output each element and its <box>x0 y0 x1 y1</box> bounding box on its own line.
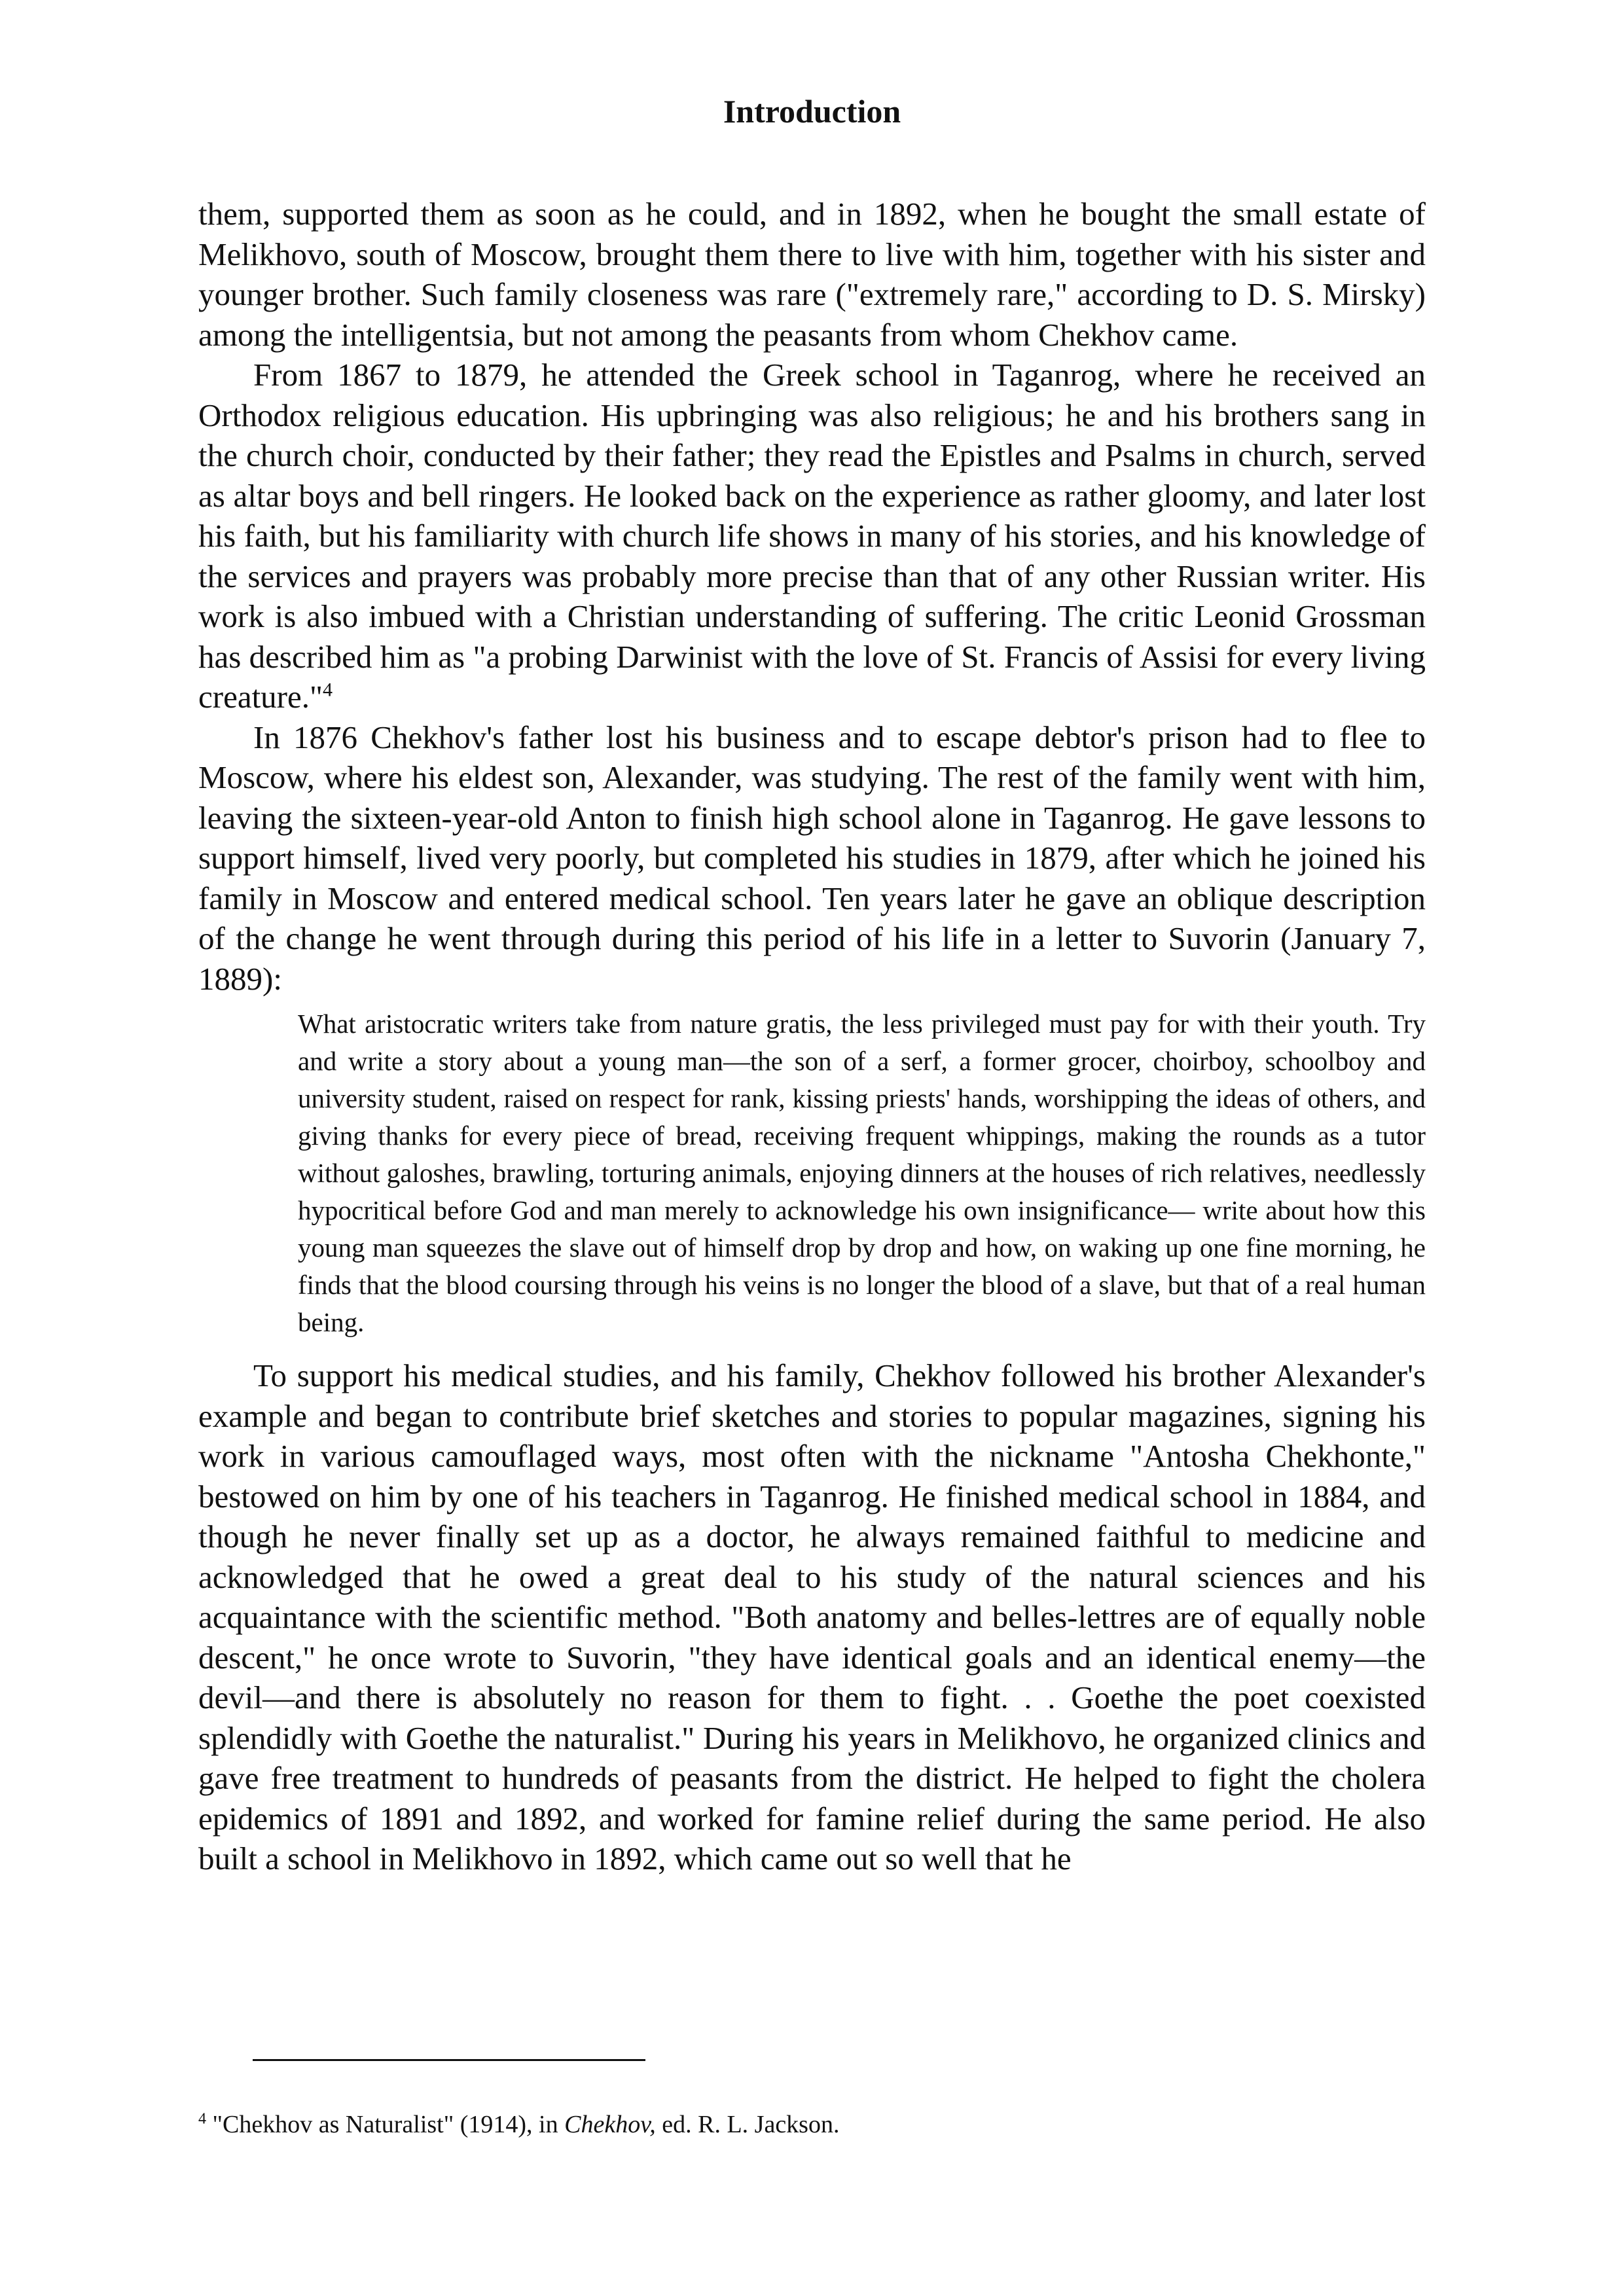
footnote-text-after: ed. R. L. Jackson. <box>655 2111 840 2138</box>
paragraph-2 <box>198 355 1426 717</box>
footnote-number: 4 <box>198 2110 206 2128</box>
footnote-italic-title: Chekhov, <box>564 2111 656 2138</box>
running-head-title: Introduction <box>723 93 901 130</box>
block-quote-letter: What aristocratic writers take from nature gratis, the less privileged must pay for with their youth. Try and write a story about a young man—the son of a serf, a former grocer, choirboy, schoolboy and university student, raised on respect for rank, kissing priests' hands, worshipping the ideas of others, and giving thanks for every piece of bread, receiving frequent whippings, making the rounds as a tutor without galoshes, brawling, torturing animals, enjoying dinners at the houses of rich relatives, needlessly hypocritical before God and man merely to acknowledge his own insignificance— write about how this young man squeezes the slave out of himself drop by drop and how, on waking up one fine morning, he finds that the blood coursing through his veins is no longer the blood of a slave, but that of a real human being. <box>298 1009 1426 1337</box>
footnote-divider <box>253 2059 645 2061</box>
paragraph-2-text: From 1867 to 1879, he attended the Greek school in Taganrog, where he received an Orthodox religious education. His upbringing was also religious; he and his brothers sang in the church choir, conducted by their father; they read the Epistles and Psalms in church, served as altar boys and bell ringers. He looked back on the experience as rather gloomy, and later lost his faith, but his familiarity with church life shows in many of his stories, and his knowledge of the services and prayers was probably more precise than that of any other Russian writer. His work is also imbued with a Christian understanding of suffering. The critic Leonid Grossman has described him as "a probing Darwinist with the love of St. Francis of Assisi for every living creature." <box>198 357 1426 715</box>
footnote-text-before: "Chekhov as Naturalist" (1914), in <box>212 2111 565 2138</box>
paragraph-3: In 1876 Chekhov's father lost his business and to escape debtor's prison had to flee to Moscow, where his eldest son, Alexander, was studying. The rest of the family went with him, leaving the sixteen-year-old Anton to finish high school alone in Taganrog. He gave lessons to support himself, lived very poorly, but completed his studies in 1879, after which he joined his family in Moscow and entered medical school. Ten years later he gave an oblique description of the change he went through during this period of his life in a letter to Suvorin (January 7, 1889): <box>198 719 1426 997</box>
footnote-reference-4[interactable]: 4 <box>323 679 333 701</box>
footnote-4 <box>198 2109 1426 2140</box>
body-text <box>198 194 1426 1879</box>
paragraph-1: them, supported them as soon as he could, and in 1892, when he bought the small estate of Melikhovo, south of Moscow, brought them there to live with him, together with his sister and younger brother. Such family closeness was rare ("extremely rare," according to D. S. Mirsky) among the intelligentsia, but not among the peasants from whom Chekhov came. <box>198 196 1426 353</box>
paragraph-4: To support his medical studies, and his family, Chekhov followed his brother Alexander's example and began to contribute brief sketches and stories to popular magazines, signing his work in various camouflaged ways, most often with the nickname "Antosha Chekhonte," bestowed on him by one of his teachers in Taganrog. He finished medical school in 1884, and though he never finally set up as a doctor, he always remained faithful to medicine and acknowledged that he owed a great deal to his study of the natural sciences and his acquaintance with the scientific method. "Both anatomy and belles-lettres are of equally noble descent," he once wrote to Suvorin, "they have identical goals and an identical enemy—the devil—and there is absolutely no reason for them to fight. . . Goethe the poet coexisted splendidly with Goethe the naturalist." During his years in Melikhovo, he organized clinics and gave free treatment to hundreds of peasants from the district. He helped to fight the cholera epidemics of 1891 and 1892, and worked for famine relief during the same period. He also built a school in Melikhovo in 1892, which came out so well that he <box>198 1357 1426 1876</box>
